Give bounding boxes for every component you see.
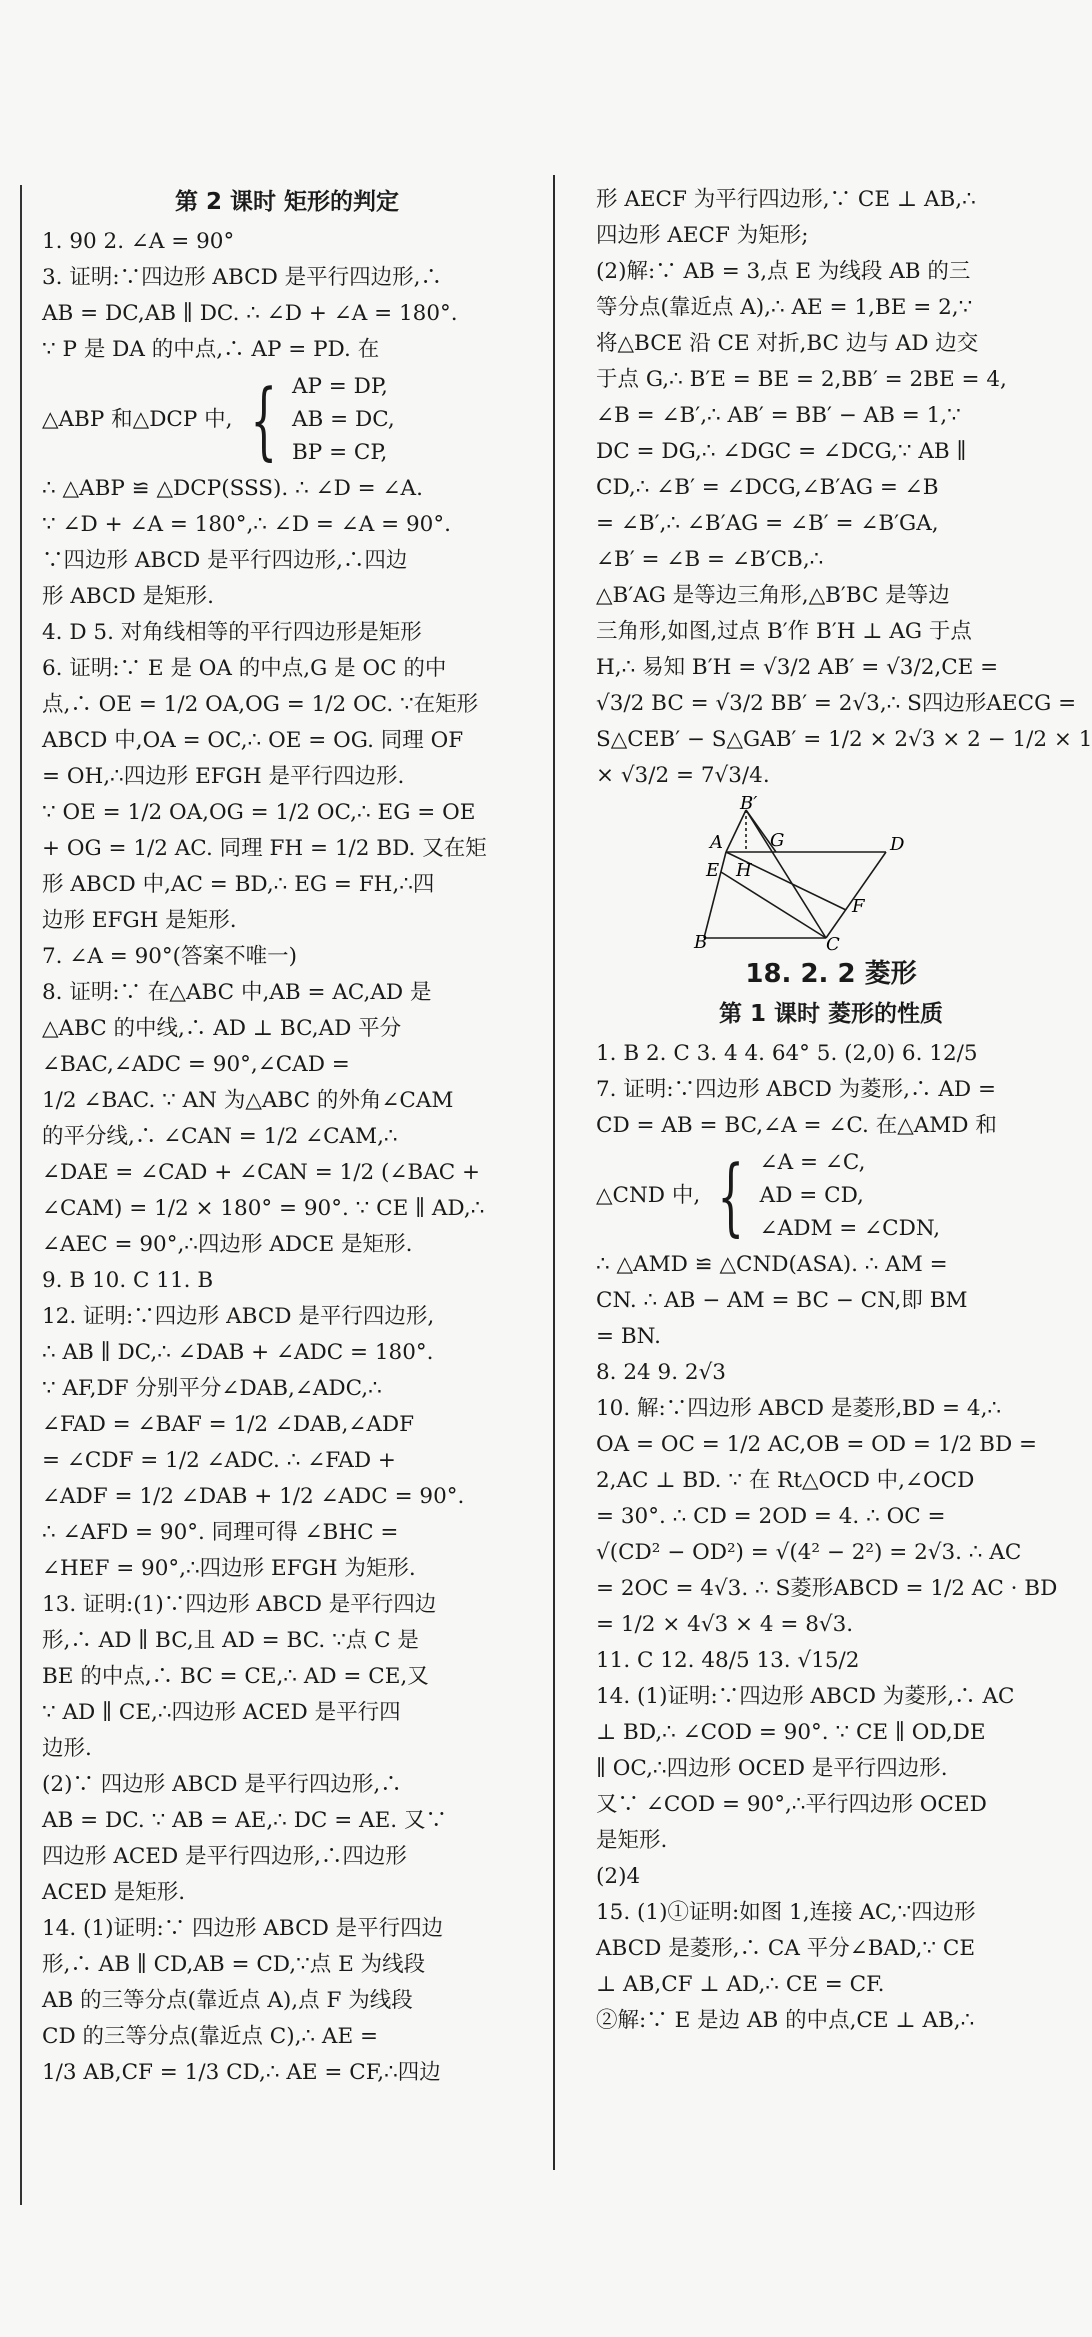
text-line: ABCD 中,OA = OC,∴ OE = OG. 同理 OF: [42, 728, 464, 753]
text-line: 3. 证明:∵四边形 ABCD 是平行四边形,∴: [42, 265, 443, 290]
figure-label: B: [694, 932, 708, 953]
text-line: CD,∴ ∠B′ = ∠DCG,∠B′AG = ∠B: [596, 475, 939, 500]
answer-block: [596, 1036, 1066, 1144]
text-line: 形,∴ AD ∥ BC,且 AD = BC. ∵点 C 是: [42, 1628, 419, 1653]
text-line: 形 ABCD 是矩形.: [42, 584, 214, 609]
figure-label: C: [826, 934, 840, 955]
text-line: = BN.: [596, 1324, 661, 1349]
text-line: 四边形 AECF 为矩形;: [596, 223, 809, 248]
text-line: 12. 证明:∵四边形 ABCD 是平行四边形,: [42, 1304, 435, 1329]
column-divider: [553, 175, 555, 2170]
text-line: ∥ OC,∴四边形 OCED 是平行四边形.: [596, 1756, 948, 1781]
text-line: ②解:∵ E 是边 AB 的中点,CE ⊥ AB,∴: [596, 2008, 975, 2033]
text-line: ∠A = ∠C,: [759, 1150, 866, 1175]
figure-label: D: [890, 834, 905, 855]
text-line: = 30°. ∴ CD = 2OD = 4. ∴ OC =: [596, 1504, 946, 1529]
answer-block: [42, 471, 532, 2091]
text-line: + OG = 1/2 AC. 同理 FH = 1/2 BD. 又在矩: [42, 836, 487, 861]
text-line: 7. 证明:∵四边形 ABCD 为菱形,∴ AD =: [596, 1077, 996, 1102]
figure-label: F: [852, 896, 865, 917]
text-line: ∠ADM = ∠CDN,: [759, 1216, 941, 1241]
figure-label: E: [706, 860, 720, 881]
condition-brace: [42, 370, 532, 469]
text-line: AB = DC,: [291, 407, 395, 432]
text-line: 10. 解:∵四边形 ABCD 是菱形,BD = 4,∴: [596, 1396, 1002, 1421]
text-line: 的平分线,∴ ∠CAN = 1/2 ∠CAM,∴: [42, 1124, 398, 1149]
text-line: ⊥ BD,∴ ∠COD = 90°. ∵ CE ∥ OD,DE: [596, 1720, 986, 1745]
text-line: 1/2 ∠BAC. ∵ AN 为△ABC 的外角∠CAM: [42, 1088, 454, 1113]
text-line: BE 的中点,∴ BC = CE,∴ AD = CE,又: [42, 1664, 429, 1689]
text-line: 8. 24 9. 2√3: [596, 1360, 726, 1385]
figure-label: B′: [740, 793, 758, 814]
text-line: ∵四边形 ABCD 是平行四边形,∴四边: [42, 548, 408, 573]
figure-label: G: [770, 830, 785, 851]
text-line: 边形 EFGH 是矩形.: [42, 908, 237, 933]
text-line: √3/2 BC = √3/2 BB′ = 2√3,∴ S四边形AECG =: [596, 691, 1077, 716]
text-line: ABCD 是菱形,∴ CA 平分∠BAD,∵ CE: [596, 1936, 976, 1961]
text-line: ∠DAE = ∠CAD + ∠CAN = 1/2 (∠BAC +: [42, 1160, 481, 1185]
text-line: 于点 G,∴ B′E = BE = 2,BB′ = 2BE = 4,: [596, 367, 1007, 392]
subsection-heading: 第 1 课时 菱形的性质: [718, 1001, 944, 1027]
text-line: 形 ABCD 中,AC = BD,∴ EG = FH,∴四: [42, 872, 435, 897]
text-line: ∴ ∠AFD = 90°. 同理可得 ∠BHC =: [42, 1520, 399, 1545]
text-line: ⊥ AB,CF ⊥ AD,∴ CE = CF.: [596, 1972, 885, 1997]
text-line: AP = DP,: [291, 374, 388, 399]
answer-block: [42, 224, 532, 368]
left-column: [42, 182, 532, 2091]
text-line: 15. (1)①证明:如图 1,连接 AC,∵四边形: [596, 1900, 976, 1925]
text-line: ∠AEC = 90°,∴四边形 ADCE 是矩形.: [42, 1232, 413, 1257]
answer-block: [596, 1247, 1066, 2039]
text-line: 四边形 ACED 是平行四边形,∴四边形: [42, 1844, 407, 1869]
text-line: 1/3 AB,CF = 1/3 CD,∴ AE = CF,∴四边: [42, 2060, 441, 2085]
section-heading: 第 2 课时 矩形的判定: [174, 189, 400, 215]
text-line: △ABC 的中线,∴ AD ⊥ BC,AD 平分: [42, 1016, 402, 1041]
text-line: ∵ ∠D + ∠A = 180°,∴ ∠D = ∠A = 90°.: [42, 512, 451, 537]
geometry-figure: [694, 793, 916, 955]
brace-prefix: △CND 中,: [596, 1182, 701, 1208]
text-line: 13. 证明:(1)∵四边形 ABCD 是平行四边: [42, 1592, 437, 1617]
left-page-edge: [20, 185, 22, 2205]
text-line: 1. 90 2. ∠A = 90°: [42, 229, 235, 254]
text-line: 14. (1)证明:∵四边形 ABCD 为菱形,∴ AC: [596, 1684, 1015, 1709]
text-line: ∵ AF,DF 分别平分∠DAB,∠ADC,∴: [42, 1376, 382, 1401]
text-line: = 1/2 × 4√3 × 4 = 8√3.: [596, 1612, 854, 1637]
text-line: 11. C 12. 48/5 13. √15/2: [596, 1648, 860, 1673]
text-line: ∠FAD = ∠BAF = 1/2 ∠DAB,∠ADF: [42, 1412, 414, 1437]
text-line: H,∴ 易知 B′H = √3/2 AB′ = √3/2,CE =: [596, 655, 999, 680]
text-line: AD = CD,: [759, 1183, 864, 1208]
text-line: 将△BCE 沿 CE 对折,BC 边与 AD 边交: [596, 331, 979, 356]
text-line: AB 的三等分点(靠近点 A),点 F 为线段: [42, 1988, 413, 2013]
text-line: 4. D 5. 对角线相等的平行四边形是矩形: [42, 620, 422, 645]
brace-items: [292, 370, 395, 469]
right-column: [596, 182, 1092, 2039]
text-line: CN. ∴ AB − AM = BC − CN,即 BM: [596, 1288, 968, 1313]
brace-symbol: {: [717, 1146, 745, 1245]
text-line: 9. B 10. C 11. B: [42, 1268, 214, 1293]
text-line: OA = OC = 1/2 AC,OB = OD = 1/2 BD =: [596, 1432, 1038, 1457]
figure-label: H: [736, 860, 752, 881]
text-line: 8. 证明:∵ 在△ABC 中,AB = AC,AD 是: [42, 980, 432, 1005]
text-line: 三角形,如图,过点 B′作 B′H ⊥ AG 于点: [596, 619, 972, 644]
condition-brace: [596, 1146, 1066, 1245]
text-line: = ∠CDF = 1/2 ∠ADC. ∴ ∠FAD +: [42, 1448, 396, 1473]
text-line: = 2OC = 4√3. ∴ S菱形ABCD = 1/2 AC · BD: [596, 1576, 1058, 1601]
text-line: AB = DC. ∵ AB = AE,∴ DC = AE. 又∵: [42, 1808, 447, 1833]
text-line: ∠B′ = ∠B = ∠B′CB,∴: [596, 547, 824, 572]
text-line: ∵ OE = 1/2 OA,OG = 1/2 OC,∴ EG = OE: [42, 800, 476, 825]
section-heading: 18. 2. 2 菱形: [745, 959, 917, 989]
text-line: = OH,∴四边形 EFGH 是平行四边形.: [42, 764, 405, 789]
text-line: 是矩形.: [596, 1828, 668, 1853]
text-line: 6. 证明:∵ E 是 OA 的中点,G 是 OC 的中: [42, 656, 447, 681]
text-line: CD = AB = BC,∠A = ∠C. 在△AMD 和: [596, 1113, 997, 1138]
text-line: 1. B 2. C 3. 4 4. 64° 5. (2,0) 6. 12/5: [596, 1041, 978, 1066]
text-line: ∠CAM) = 1/2 × 180° = 90°. ∵ CE ∥ AD,∴: [42, 1196, 485, 1221]
text-line: × √3/2 = 7√3/4.: [596, 763, 770, 788]
figure-label: A: [710, 832, 723, 853]
text-line: CD 的三等分点(靠近点 C),∴ AE =: [42, 2024, 379, 2049]
text-line: 7. ∠A = 90°(答案不唯一): [42, 944, 297, 969]
text-line: △B′AG 是等边三角形,△B′BC 是等边: [596, 583, 950, 608]
text-line: ∠ADF = 1/2 ∠DAB + 1/2 ∠ADC = 90°.: [42, 1484, 465, 1509]
text-line: DC = DG,∴ ∠DGC = ∠DCG,∵ AB ∥: [596, 439, 967, 464]
answer-block: [596, 182, 1092, 794]
text-line: ∴ AB ∥ DC,∴ ∠DAB + ∠ADC = 180°.: [42, 1340, 434, 1365]
text-line: ∵ P 是 DA 的中点,∴ AP = PD. 在: [42, 337, 380, 362]
text-line: ACED 是矩形.: [42, 1880, 186, 1905]
text-line: 形 AECF 为平行四边形,∵ CE ⊥ AB,∴: [596, 187, 976, 212]
brace-prefix: △ABP 和△DCP 中,: [42, 406, 233, 432]
text-line: ∠HEF = 90°,∴四边形 EFGH 为矩形.: [42, 1556, 416, 1581]
text-line: 点,∴ OE = 1/2 OA,OG = 1/2 OC. ∵在矩形: [42, 692, 479, 717]
brace-symbol: {: [249, 370, 277, 469]
text-line: = ∠B′,∴ ∠B′AG = ∠B′ = ∠B′GA,: [596, 511, 939, 536]
text-line: 形,∴ AB ∥ CD,AB = CD,∵点 E 为线段: [42, 1952, 426, 1977]
text-line: 2,AC ⊥ BD. ∵ 在 Rt△OCD 中,∠OCD: [596, 1468, 975, 1493]
text-line: S△CEB′ − S△GAB′ = 1/2 × 2√3 × 2 − 1/2 × 1: [596, 727, 1092, 752]
text-line: (2)解:∵ AB = 3,点 E 为线段 AB 的三: [596, 259, 971, 284]
text-line: 14. (1)证明:∵ 四边形 ABCD 是平行四边: [42, 1916, 444, 1941]
text-line: (2)∵ 四边形 ABCD 是平行四边形,∴: [42, 1772, 402, 1797]
text-line: AB = DC,AB ∥ DC. ∴ ∠D + ∠A = 180°.: [42, 301, 458, 326]
text-line: ∵ AD ∥ CE,∴四边形 ACED 是平行四: [42, 1700, 401, 1725]
brace-items: [760, 1146, 940, 1245]
text-line: BP = CP,: [291, 440, 388, 465]
text-line: 边形.: [42, 1736, 92, 1761]
text-line: ∴ △AMD ≌ △CND(ASA). ∴ AM =: [596, 1252, 948, 1277]
text-line: 又∵ ∠COD = 90°,∴平行四边形 OCED: [596, 1792, 987, 1817]
text-line: √(CD² − OD²) = √(4² − 2²) = 2√3. ∴ AC: [596, 1540, 1022, 1565]
text-line: 等分点(靠近点 A),∴ AE = 1,BE = 2,∵: [596, 295, 973, 320]
text-line: (2)4: [596, 1864, 641, 1889]
text-line: ∴ △ABP ≌ △DCP(SSS). ∴ ∠D = ∠A.: [42, 476, 423, 501]
text-line: ∠BAC,∠ADC = 90°,∠CAD =: [42, 1052, 350, 1077]
text-line: ∠B = ∠B′,∴ AB′ = BB′ − AB = 1,∵: [596, 403, 961, 428]
